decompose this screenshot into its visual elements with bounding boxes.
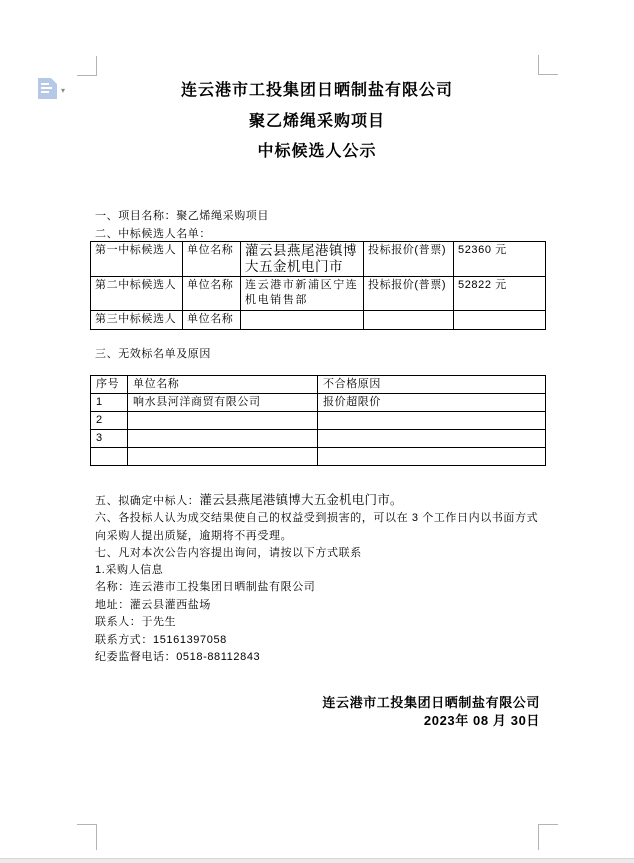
- price-value-cell: 52360 元: [454, 242, 546, 277]
- margin-corner-mark-top-right: [538, 55, 558, 75]
- unit-label-cell: 单位名称: [183, 242, 241, 277]
- candidate-rank-cell: 第三中标候选人: [91, 311, 183, 330]
- purchaser-contact-number: 联系方式：15161397058: [95, 633, 227, 646]
- header-单位名称: 单位名称: [128, 376, 318, 394]
- purchaser-supervision-phone: 纪委监督电话：0518-88112843: [95, 651, 261, 664]
- reason-cell: [318, 448, 546, 466]
- index-cell: 2: [91, 412, 128, 430]
- unit-name-cell: [128, 412, 318, 430]
- margin-corner-mark-top-left: [77, 56, 97, 76]
- table-row: [91, 412, 546, 430]
- section-project-name: 一、项目名称：聚乙烯绳采购项目: [95, 210, 269, 222]
- purchaser-contact-person: 联系人：于先生: [95, 616, 177, 629]
- index-cell: 3: [91, 430, 128, 448]
- purchaser-info-block: [95, 562, 547, 666]
- margin-corner-mark-bottom-left: [77, 824, 97, 850]
- purchaser-name: 名称：连云港市工投集团日晒制盐有限公司: [95, 581, 316, 594]
- table-row: [91, 311, 546, 330]
- unit-name-cell: 连云港市新浦区宁连机电销售部: [241, 277, 364, 311]
- index-cell: [91, 448, 128, 466]
- purchaser-heading: 1.采购人信息: [95, 564, 164, 576]
- margin-corner-mark-bottom-right: [538, 824, 558, 850]
- section-objection-rule: 六、各投标人认为成交结果使自己的权益受到损害的，可以在 3 个工作日内以书面方式向采购人提出质疑，逾期将不再受理。: [95, 512, 539, 542]
- reason-cell: [318, 412, 546, 430]
- reason-cell: [318, 430, 546, 448]
- price-label-cell: [364, 311, 454, 330]
- page-bottom-edge: [0, 858, 634, 863]
- unit-label-cell: 单位名称: [183, 311, 241, 330]
- document-title-company: 连云港市工投集团日晒制盐有限公司: [180, 82, 453, 99]
- price-label-cell: 投标报价(普票): [364, 242, 454, 277]
- price-value-cell: [454, 311, 546, 330]
- document-title-announcement: 中标候选人公示: [257, 143, 377, 160]
- section-candidate-list-heading: 二、中标候选人名单：: [95, 228, 211, 240]
- index-cell: 1: [91, 394, 128, 412]
- section-contact-intro: 七、凡对本次公告内容提出询问，请按以下方式联系: [95, 547, 362, 560]
- signature-date: 2023年 08 月 30日: [423, 713, 540, 728]
- purchaser-address: 地址：灌云县灌西盐场: [95, 598, 211, 611]
- unit-name-cell: 响水县河洋商贸有限公司: [128, 394, 318, 412]
- table-row: [91, 448, 546, 466]
- proposed-winner-label: 五、拟确定中标人：: [95, 495, 200, 507]
- unit-label-cell: 单位名称: [183, 277, 241, 311]
- invalid-bids-table: [90, 375, 546, 466]
- reason-cell: 报价超限价: [318, 394, 546, 412]
- candidates-table: [90, 241, 546, 330]
- dropdown-arrow-icon[interactable]: ▾: [61, 86, 66, 95]
- section-invalid-bids-heading: 三、无效标名单及原因: [95, 348, 211, 360]
- section-proposed-winner: [95, 492, 547, 510]
- table-row: [91, 430, 546, 448]
- unit-name-cell: 灌云县燕尾港镇博大五金机电门市: [241, 242, 364, 277]
- signature-company: 连云港市工投集团日晒制盐有限公司: [322, 695, 540, 710]
- table-row: [91, 394, 546, 412]
- header-不合格原因: 不合格原因: [318, 376, 546, 394]
- signature-block: [95, 694, 540, 730]
- price-label-cell: 投标报价(普票): [364, 277, 454, 311]
- proposed-winner-name: 灌云县燕尾港镇博大五金机电门市。: [199, 493, 403, 507]
- table-row: [91, 242, 546, 277]
- header-序号: 序号: [91, 376, 128, 394]
- candidate-rank-cell: 第一中标候选人: [91, 242, 183, 277]
- table-row: [91, 277, 546, 311]
- candidate-rank-cell: 第二中标候选人: [91, 277, 183, 311]
- price-value-cell: 52822 元: [454, 277, 546, 311]
- unit-name-cell: [241, 311, 364, 330]
- unit-name-cell: [128, 448, 318, 466]
- unit-name-cell: [128, 430, 318, 448]
- announcement-paragraphs: [95, 492, 547, 563]
- document-title-project: 聚乙烯绳采购项目: [248, 113, 385, 130]
- table-header-row: [91, 376, 546, 394]
